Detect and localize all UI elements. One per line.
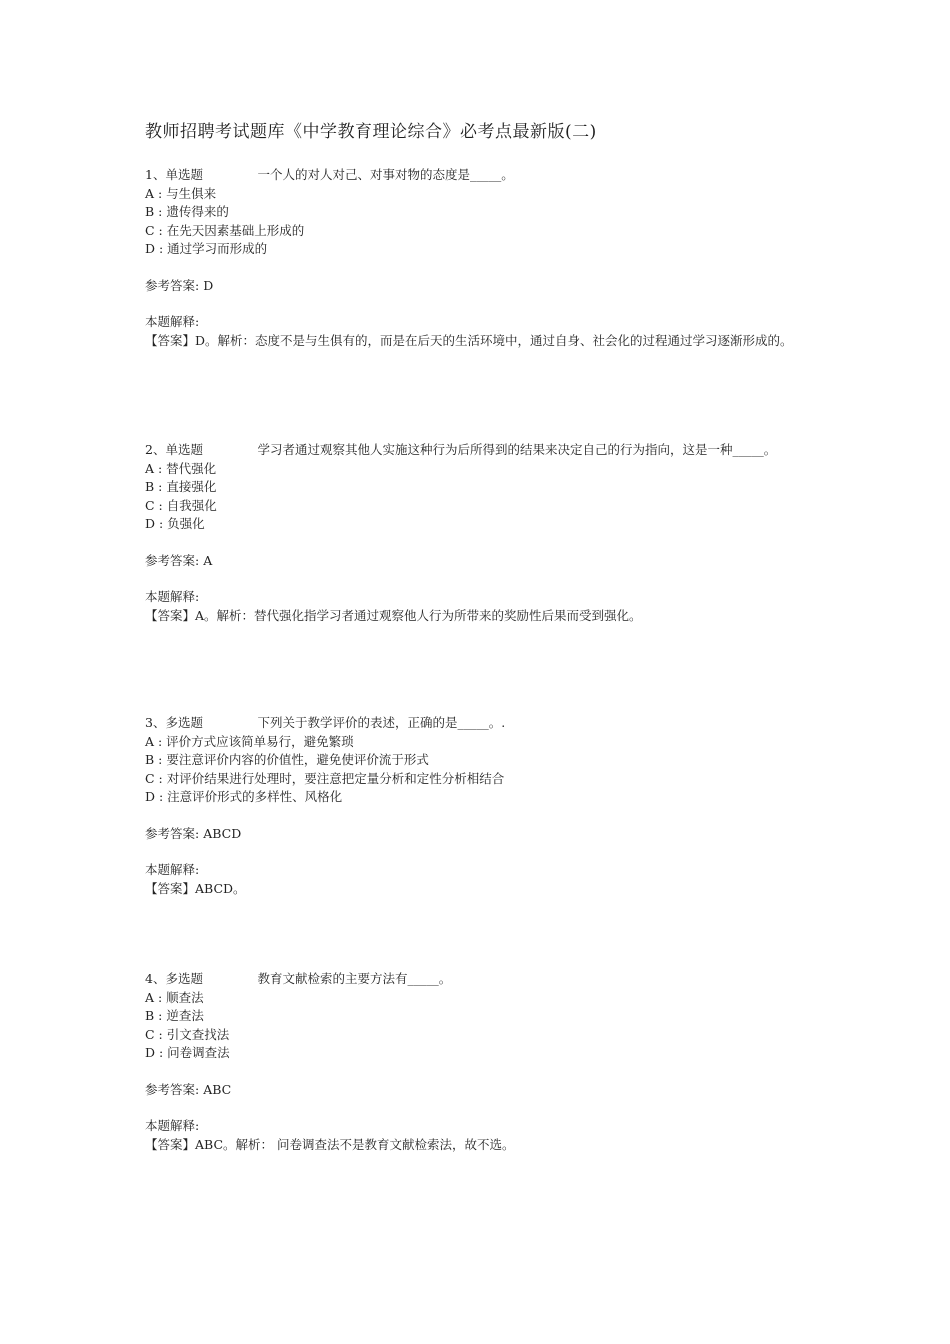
option-c: C : 对评价结果进行处理时，要注意把定量分析和定性分析相结合 bbox=[145, 770, 505, 786]
answer-label: 参考答案: bbox=[145, 552, 200, 568]
question-number: 1、 bbox=[145, 167, 166, 182]
answer-label: 参考答案: bbox=[145, 825, 200, 841]
question-header bbox=[145, 166, 805, 185]
reference-answer bbox=[145, 552, 805, 571]
page-title: 教师招聘考试题库《中学教育理论综合》必考点最新版(二) bbox=[145, 122, 597, 142]
option-c: C : 在先天因素基础上形成的 bbox=[145, 222, 305, 238]
option-a: A : 顺查法 bbox=[145, 989, 204, 1005]
question-block bbox=[145, 441, 805, 625]
option-c: C : 自我强化 bbox=[145, 497, 217, 513]
option-b: B : 要注意评价内容的价值性，避免使评价流于形式 bbox=[145, 752, 429, 767]
answer-label: 参考答案: bbox=[145, 277, 200, 293]
explanation-heading: 本题解释: bbox=[145, 1118, 200, 1133]
option-a: A : 评价方式应该简单易行，避免繁琐 bbox=[145, 733, 354, 749]
option-b: B : 遗传得来的 bbox=[145, 204, 229, 219]
answer-value: D bbox=[203, 277, 214, 293]
question-block bbox=[145, 970, 805, 1154]
answer-value: ABC bbox=[203, 1081, 232, 1097]
reference-answer bbox=[145, 825, 805, 844]
question-number: 4、 bbox=[145, 971, 166, 986]
question-header bbox=[145, 441, 805, 460]
question-type: 多选题 bbox=[165, 715, 203, 730]
question-stem: 教育文献检索的主要方法有_____。 bbox=[257, 971, 452, 986]
answer-value: ABCD bbox=[203, 825, 242, 841]
question-stem: 学习者通过观察其他人实施这种行为后所得到的结果来决定自己的行为指向，这是一种_____。 bbox=[257, 442, 777, 457]
explanation-heading: 本题解释: bbox=[145, 589, 200, 604]
explanation-heading: 本题解释: bbox=[145, 314, 200, 329]
option-d: D : 通过学习而形成的 bbox=[145, 241, 268, 256]
reference-answer bbox=[145, 1081, 805, 1100]
explanation-heading: 本题解释: bbox=[145, 862, 200, 877]
question-stem: 一个人的对人对己、对事对物的态度是_____。 bbox=[257, 167, 514, 182]
question-number: 2、 bbox=[145, 442, 166, 457]
explanation-text: 【答案】ABCD。 bbox=[145, 880, 246, 896]
option-b: B : 逆查法 bbox=[145, 1008, 204, 1023]
question-type: 单选题 bbox=[165, 442, 203, 457]
question-block bbox=[145, 166, 805, 350]
explanation-text: 【答案】D。解析：态度不是与生俱有的，而是在后天的生活环境中，通过自身、社会化的过程通过学习逐渐形成的。 bbox=[145, 332, 793, 348]
option-c: C : 引文查找法 bbox=[145, 1026, 230, 1042]
option-d: D : 注意评价形式的多样性、风格化 bbox=[145, 789, 343, 804]
explanation-text: 【答案】ABC。解析： 问卷调查法不是教育文献检索法，故不选。 bbox=[145, 1136, 515, 1152]
option-b: B : 直接强化 bbox=[145, 479, 217, 494]
option-d: D : 负强化 bbox=[145, 516, 205, 531]
question-stem: 下列关于教学评价的表述，正确的是_____。. bbox=[257, 715, 506, 730]
option-a: A : 替代强化 bbox=[145, 460, 217, 476]
question-block bbox=[145, 714, 805, 898]
option-a: A : 与生俱来 bbox=[145, 185, 217, 201]
question-header bbox=[145, 714, 805, 733]
option-d: D : 问卷调查法 bbox=[145, 1045, 230, 1060]
reference-answer bbox=[145, 277, 805, 296]
answer-value: A bbox=[203, 552, 213, 568]
question-number: 3、 bbox=[145, 715, 166, 730]
question-type: 单选题 bbox=[165, 167, 203, 182]
answer-label: 参考答案: bbox=[145, 1081, 200, 1097]
question-type: 多选题 bbox=[165, 971, 203, 986]
question-header bbox=[145, 970, 805, 989]
explanation-text: 【答案】A。解析：替代强化指学习者通过观察他人行为所带来的奖励性后果而受到强化。 bbox=[145, 607, 642, 623]
